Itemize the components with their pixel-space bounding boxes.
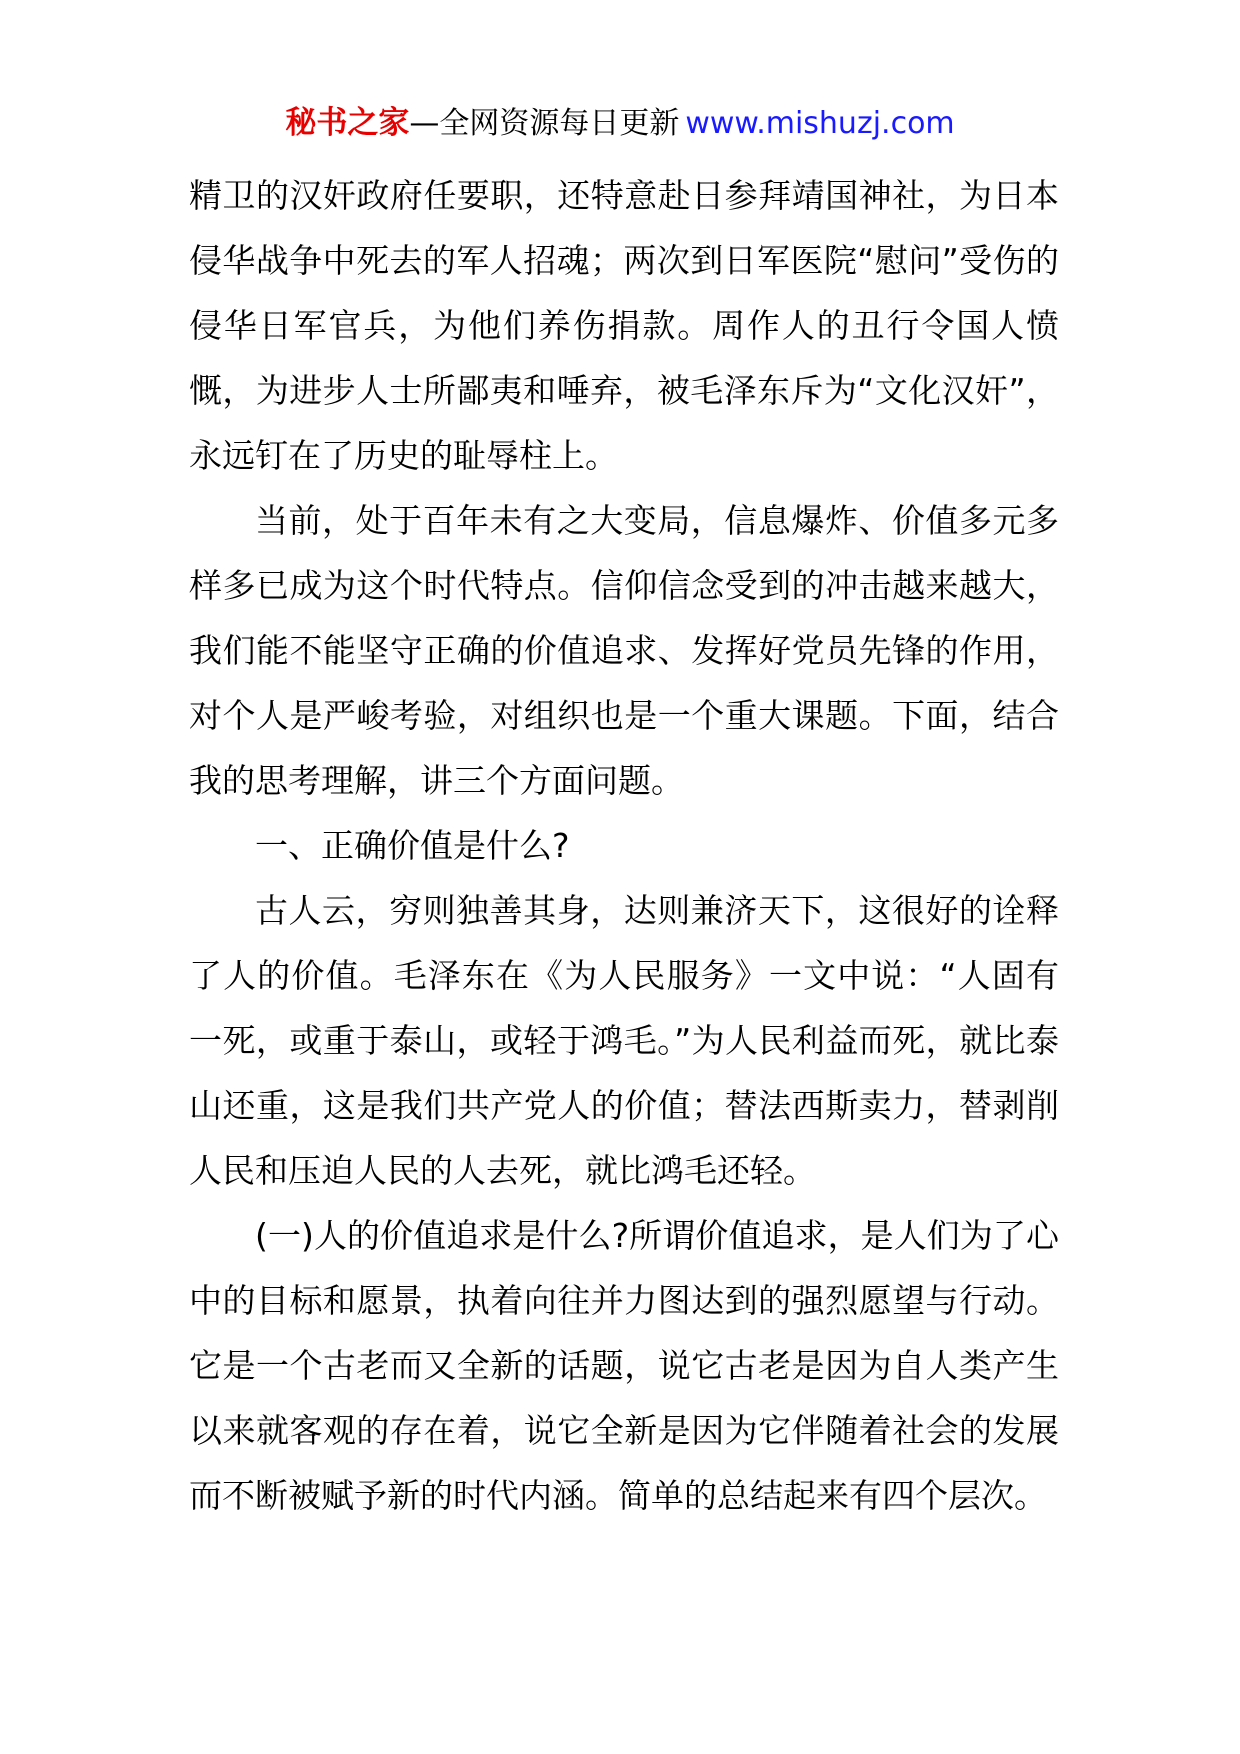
site-brand: 秘书之家	[285, 105, 410, 141]
paragraph: (一)人的价值追求是什么?所谓价值追求，是人们为了心中的目标和愿景，执着向往并力图达到的强烈愿望与行动。它是一个古老而又全新的话题，说它古老是因为自人类产生以来就客观的存在着，说它全新是因为它伴随着社会的发展而不断被赋予新的时代内涵。简单的总结起来有四个层次。	[189, 1216, 1059, 1515]
document-body	[189, 163, 1059, 1528]
site-url-link[interactable]: www.mishuzj.com	[685, 106, 955, 141]
site-header	[0, 101, 1240, 146]
paragraph: 古人云，穷则独善其身，达则兼济天下，这很好的诠释了人的价值。毛泽东在《为人民服务》一文中说：“人固有一死，或重于泰山，或轻于鸿毛。”为人民利益而死，就比泰山还重，这是我们共产党人的价值；替法西斯卖力，替剥削人民和压迫人民的人去死，就比鸿毛还轻。	[189, 891, 1059, 1190]
paragraph: 精卫的汉奸政府任要职，还特意赴日参拜靖国神社，为日本侵华战争中死去的军人招魂；两次到日军医院“慰问”受伤的侵华日军官兵，为他们养伤捐款。周作人的丑行令国人愤慨，为进步人士所鄙夷和唾弃，被毛泽东斥为“文化汉奸”，永远钉在了历史的耻辱柱上。	[189, 176, 1059, 475]
site-tagline: —全网资源每日更新	[409, 106, 680, 141]
paragraph: 当前，处于百年未有之大变局，信息爆炸、价值多元多样多已成为这个时代特点。信仰信念受到的冲击越来越大，我们能不能坚守正确的价值追求、发挥好党员先锋的作用，对个人是严峻考验，对组织也是一个重大课题。下面，结合我的思考理解，讲三个方面问题。	[189, 501, 1059, 800]
section-heading: 一、正确价值是什么?	[255, 826, 570, 865]
